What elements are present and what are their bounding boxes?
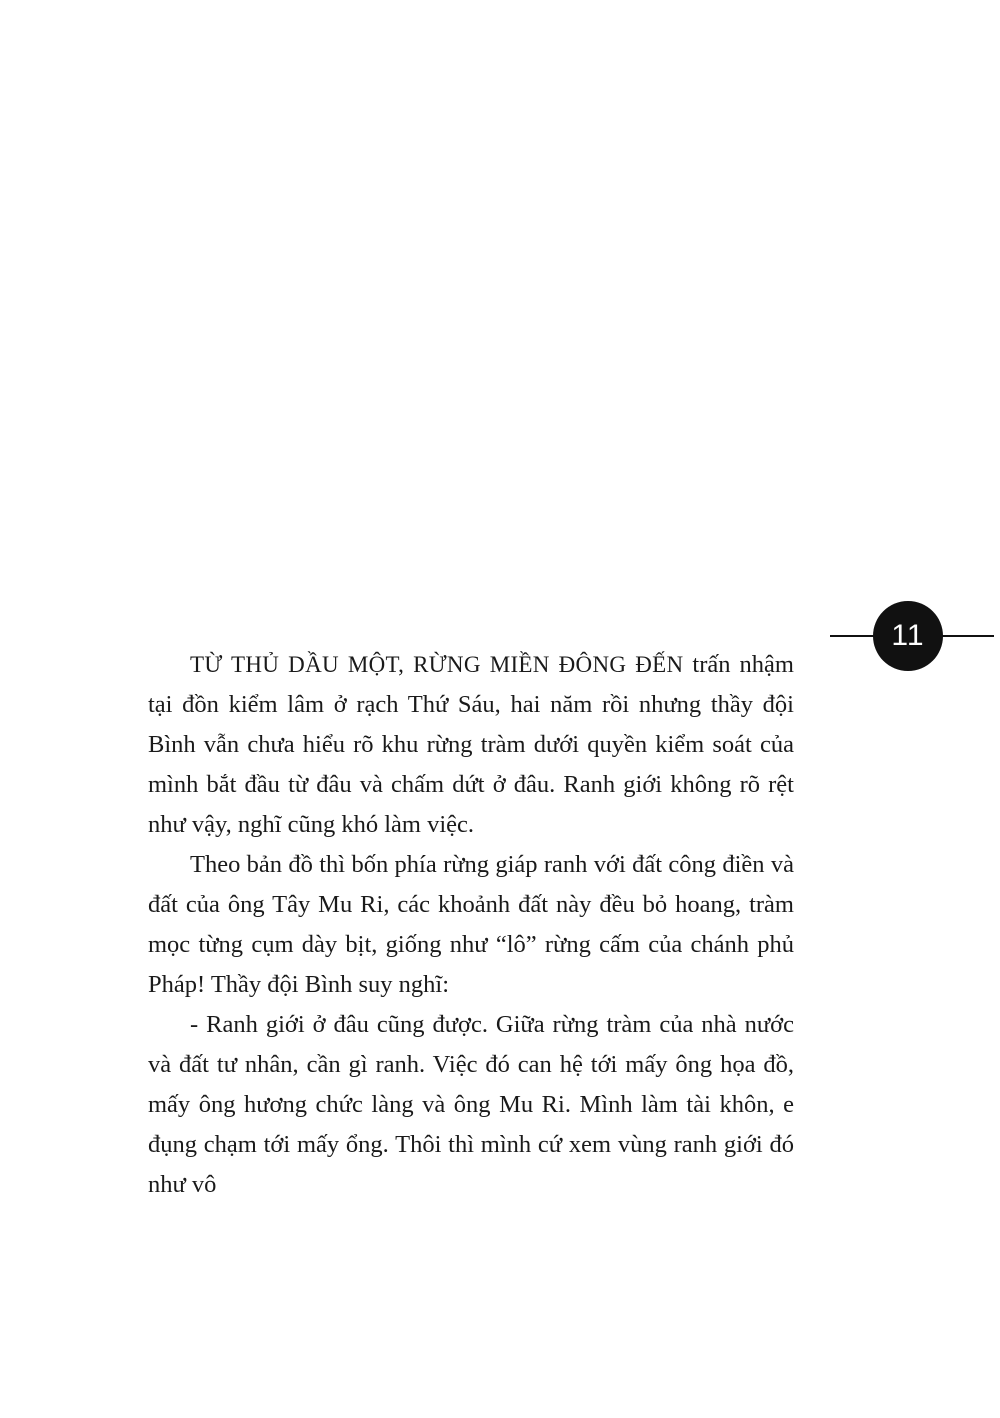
chapter-rule-left [830,635,878,637]
chapter-body [148,645,794,1205]
paragraph-lead-in: TỪ THỦ DẦU MỘT, RỪNG MIỀN ĐÔNG ĐẾN [190,652,684,677]
chapter-rule-right [936,635,994,637]
paragraph-2: Theo bản đồ thì bốn phía rừng giáp ranh với đất công điền và đất của ông Tây Mu Ri, các khoảnh đất này đều bỏ hoang, tràm mọc từng cụm dày bịt, giống như “lô” rừng cấm của chánh phủ Pháp! Thầy đội Bình suy nghĩ: [148,851,794,998]
chapter-number-badge: 11 [873,601,943,671]
paragraph-1 [148,645,794,845]
paragraph-1-text: trấn nhậm tại đồn kiểm lâm ở rạch Thứ Sáu, hai năm rồi nhưng thầy đội Bình vẫn chưa hiểu rõ khu rừng tràm dưới quyền kiểm soát của mình bắt đầu từ đâu và chấm dứt ở đâu. Ranh giới không rõ rệt như vậy, nghĩ cũng khó làm việc. [148,651,794,838]
paragraph-3: - Ranh giới ở đâu cũng được. Giữa rừng tràm của nhà nước và đất tư nhân, cần gì ranh. Việc đó can hệ tới mấy ông họa đồ, mấy ông hương chức làng và ông Mu Ri. Mình làm tài khôn, e đụng chạm tới mấy ổng. Thôi thì mình cứ xem vùng ranh giới đó như vô [148,1011,794,1198]
